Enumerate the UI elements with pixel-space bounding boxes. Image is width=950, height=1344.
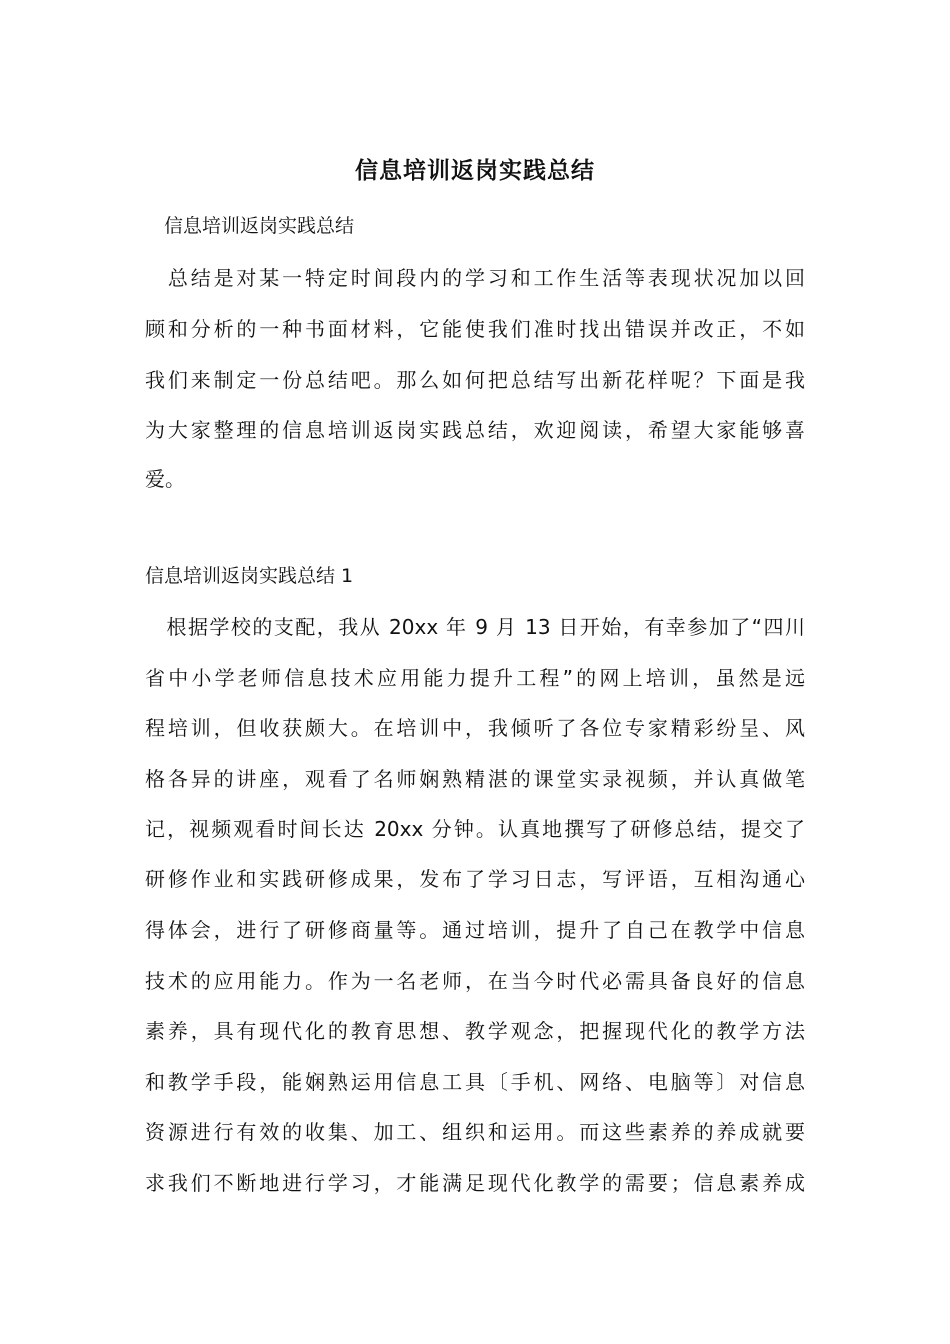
body-line: 求我们不断地进行学习，才能满足现代化教学的需要；信息素养成: [145, 1171, 805, 1195]
body-line: 资源进行有效的收集、加工、组织和运用。而这些素养的养成就要: [145, 1120, 805, 1144]
intro-line: 为大家整理的信息培训返岗实践总结，欢迎阅读，希望大家能够喜: [145, 418, 805, 442]
body-line: 记，视频观看时间长达 20xx 分钟。认真地撰写了研修总结，提交了: [145, 817, 805, 841]
body-line: 素养，具有现代化的教育思想、教学观念，把握现代化的教学方法: [145, 1019, 805, 1043]
intro-line: 总结是对某一特定时间段内的学习和工作生活等表现状况加以回: [145, 266, 805, 290]
body-line: 和教学手段，能娴熟运用信息工具〔手机、网络、电脑等〕对信息: [145, 1070, 805, 1094]
body-line: 程培训，但收获颇大。在培训中，我倾听了各位专家精彩纷呈、风: [145, 716, 805, 740]
intro-line: 我们来制定一份总结吧。那么如何把总结写出新花样呢？下面是我: [145, 368, 805, 392]
section-heading: 信息培训返岗实践总结 1: [145, 565, 354, 587]
document-subtitle: 信息培训返岗实践总结: [164, 215, 355, 237]
body-line: 得体会，进行了研修商量等。通过培训，提升了自己在教学中信息: [145, 918, 805, 942]
body-line: 格各异的讲座，观看了名师娴熟精湛的课堂实录视频，并认真做笔: [145, 767, 805, 791]
intro-line: 顾和分析的一种书面材料，它能使我们准时找出错误并改正，不如: [145, 317, 805, 341]
intro-line: 爱。: [145, 467, 185, 491]
body-line: 省中小学老师信息技术应用能力提升工程”的网上培训，虽然是远: [145, 666, 805, 690]
document-title: 信息培训返岗实践总结: [355, 158, 595, 184]
body-line: 研修作业和实践研修成果，发布了学习日志，写评语，互相沟通心: [145, 867, 805, 891]
body-line: 根据学校的支配，我从 20xx 年 9 月 13 日开始，有幸参加了“四川: [145, 615, 805, 639]
body-line: 技术的应用能力。作为一名老师，在当今时代必需具备良好的信息: [145, 969, 805, 993]
